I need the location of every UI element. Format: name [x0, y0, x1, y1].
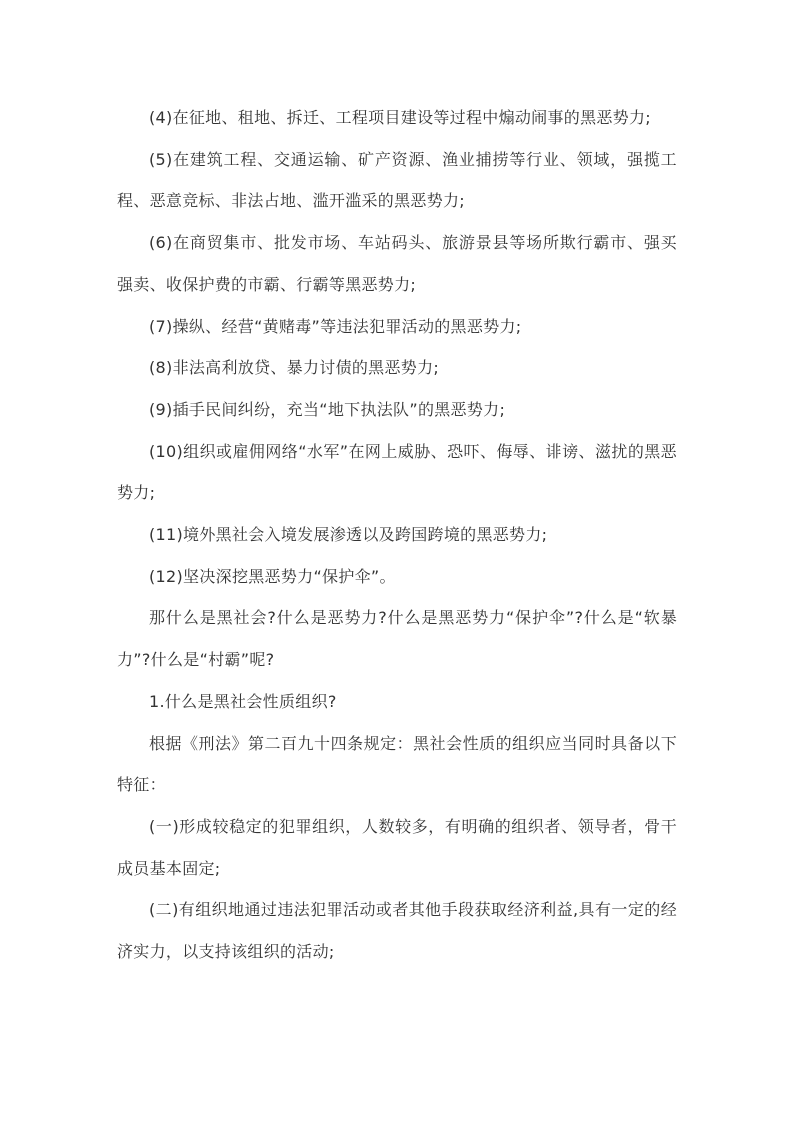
paragraph-item-4: (4)在征地、租地、拆迁、工程项目建设等过程中煽动闹事的黑恶势力; — [149, 108, 651, 127]
paragraph-item-12: (12)坚决深挖黑恶势力“保护伞”。 — [149, 566, 396, 586]
paragraph-item-5: (5)在建筑工程、交通运输、矿产资源、渔业捕捞等行业、领域，强揽工程、恶意竞标、非法占地、滥开滥采的黑恶势力; — [117, 149, 677, 211]
paragraph-criminal-law: 根据《刑法》第二百九十四条规定：黑社会性质的组织应当同时具备以下特征： — [117, 733, 677, 795]
paragraph-feature-2: (二)有组织地通过违法犯罪活动或者其他手段获取经济利益,具有一定的经济实力，以支持该组织的活动; — [117, 900, 677, 962]
paragraph-item-9: (9)插手民间纠纷，充当“地下执法队”的黑恶势力; — [149, 399, 506, 419]
paragraph-item-8: (8)非法高利放贷、暴力讨债的黑恶势力; — [149, 358, 440, 378]
document-body — [117, 97, 677, 973]
paragraph-item-7: (7)操纵、经营“黄赌毒”等违法犯罪活动的黑恶势力; — [149, 316, 522, 336]
paragraph-item-11: (11)境外黑社会入境发展渗透以及跨国跨境的黑恶势力; — [149, 525, 548, 545]
paragraph-item-10: (10)组织或雇佣网络“水军”在网上威胁、恐吓、侮辱、诽谤、滋扰的黑恶势力; — [117, 441, 677, 503]
paragraph-questions: 那什么是黑社会?什么是恶势力?什么是黑恶势力“保护伞”?什么是“软暴力”?什么是“村霸”呢? — [117, 608, 677, 670]
section-heading-1: 1.什么是黑社会性质组织? — [149, 691, 337, 711]
paragraph-feature-1: (一)形成较稳定的犯罪组织，人数较多，有明确的组织者、领导者，骨干成员基本固定; — [117, 816, 677, 878]
paragraph-item-6: (6)在商贸集市、批发市场、车站码头、旅游景县等场所欺行霸市、强买强卖、收保护费的市霸、行霸等黑恶势力; — [117, 233, 677, 294]
